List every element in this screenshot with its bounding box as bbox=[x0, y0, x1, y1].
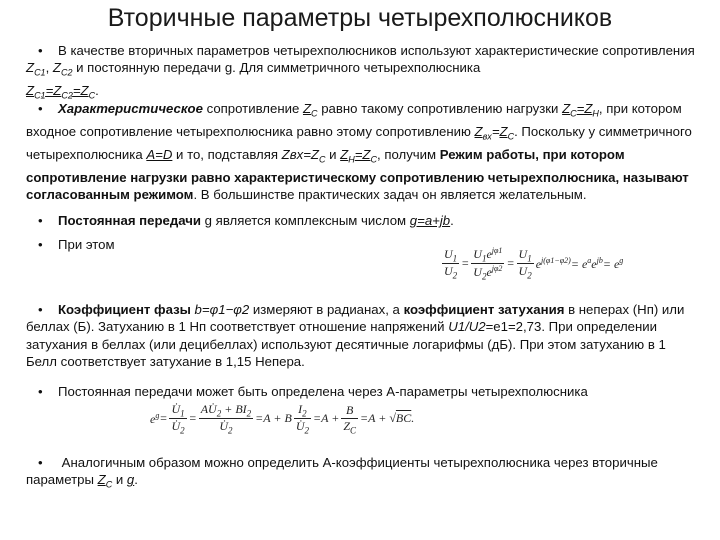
definition-matched-mode: Режим работы, при котором сопротивление нагрузки равно характеристическому сопротивлению четырехполюсника, называют согласованным режимом bbox=[26, 146, 689, 203]
bullet: • bbox=[38, 43, 43, 58]
paragraph-phase-attenuation: • Коэффициент фазы b=φ1−φ2 измеряют в радианах, а коэффициент затухания в неперах (Нп) или беллах (Б). Затуханию в 1 Нп соответствует отношение напряжений U1/U2=e1=2,73. При определении затухания в беллах (или децибеллах) используют десятичные логарифмы (дБ). При этом затуханию в 1 Белл соответствует затухание в 1,15 Непера. bbox=[26, 302, 685, 369]
sep: , bbox=[45, 60, 53, 76]
paragraph-secondary-parameters bbox=[26, 42, 698, 105]
paragraph-analogous: • Аналогичным образом можно определить А-коэффициенты четырехполюсника через вторичные параметры $Z_C$ и g. bbox=[26, 455, 658, 490]
zc2-sub: C2 bbox=[60, 67, 73, 78]
paragraph-at-this: • При этом bbox=[38, 237, 115, 252]
term-propagation-constant: Постоянная передачи bbox=[58, 213, 202, 228]
zc1: Z bbox=[26, 60, 35, 76]
bullet: • bbox=[38, 455, 43, 470]
text: и постоянную передачи g. Для симметричного четырехполюсника bbox=[72, 60, 481, 76]
term-attenuation-coefficient: коэффициент затухания bbox=[403, 302, 565, 317]
formula-voltage-ratio: $\frac{U_1}{U_2}$ = $\frac{U_1e^{j\varphi 1}}{U_2e^{j\varphi 2}}$ = $\frac{U_1}{U_2}$ $e^{j(\varphi 1-\varphi 2)}= e^ae^{jb}= e^g$ bbox=[444, 246, 624, 282]
zc2: Z bbox=[52, 60, 61, 76]
paragraph-via-a-params: • Постоянная передачи может быть определена через А-параметры четырехполюсника bbox=[38, 384, 588, 399]
symmetry-equation: $Z_{C1}=Z_{C2}=Z_C$ bbox=[26, 83, 96, 101]
paragraph-propagation-constant: • Постоянная передачи g является комплексным числом g=a+jb. bbox=[38, 213, 454, 228]
bullet: • bbox=[38, 237, 43, 252]
zc1-sub: C1 bbox=[34, 67, 46, 78]
term-phase-coefficient: Коэффициент фазы bbox=[58, 302, 191, 317]
term-characteristic: Характеристическое bbox=[58, 101, 203, 116]
bullet: • bbox=[38, 302, 43, 317]
bullet: • bbox=[38, 213, 43, 228]
bullet: • bbox=[38, 384, 43, 399]
text: В качестве вторичных параметров четырехполюсников используют характеристические сопротивления bbox=[58, 43, 695, 58]
bullet: • bbox=[38, 101, 43, 116]
slide-title: Вторичные параметры четырехполюсников bbox=[107, 4, 613, 32]
formula-a-parameters: $e^g=$ $\frac{U̇_1}{U̇_2}$ = $\frac{AU̇_2 + BI_2}{U̇_2}$ =A + B $\frac{I_2}{U̇_2}$ =A + $\frac{B}{Z_C}$ =A + √BC. bbox=[150, 402, 415, 436]
text: . bbox=[95, 83, 99, 99]
paragraph-characteristic-impedance: • Характеристическое сопротивление $Z_C$ равно такому сопротивлению нагрузки $Z_C=Z_Н$, при котором входное сопротивление четырехполюсника равно этому сопротивлению $Z_{вх}=Z_C$. Поскольку у симметричного четырехполюсника A=D и то, подставляя $Zвх=Z_C$ и $Z_Н=Z_C$, получим Режим работы, при котором сопротивление нагрузки равно характеристическому сопротивлению четырехполюсника, называют согласованным режимом. В большинстве практических задач он является желательным. bbox=[26, 101, 692, 203]
